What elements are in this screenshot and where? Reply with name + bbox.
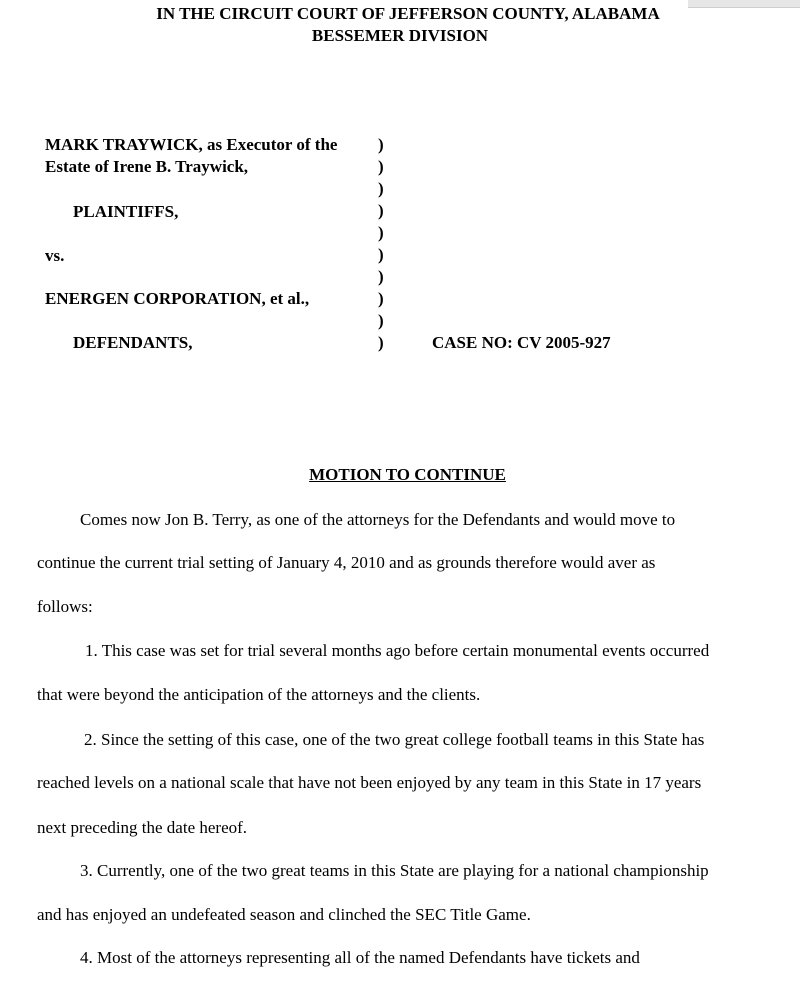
- body-line: 3. Currently, one of the two great teams in this State are playing for a national championship: [80, 861, 709, 880]
- court-name: IN THE CIRCUIT COURT OF JEFFERSON COUNTY, ALABAMA: [156, 4, 660, 23]
- caption-bracket: ): [378, 135, 384, 154]
- court-division: BESSEMER DIVISION: [311, 26, 489, 45]
- body-line: follows:: [37, 597, 93, 616]
- body-line: Comes now Jon B. Terry, as one of the attorneys for the Defendants and would move to: [80, 510, 676, 529]
- plaintiffs-label: PLAINTIFFS,: [73, 202, 179, 221]
- versus-label: vs.: [45, 246, 65, 265]
- caption-bracket: ): [378, 157, 384, 176]
- caption-bracket: ): [378, 333, 384, 352]
- caption-bracket: ): [378, 267, 384, 286]
- caption-bracket: ): [378, 245, 384, 264]
- body-line: 4. Most of the attorneys representing all of the named Defendants have tickets and: [80, 948, 640, 967]
- caption-bracket: ): [378, 179, 384, 198]
- caption-bracket: ): [378, 289, 384, 308]
- body-line: next preceding the date hereof.: [37, 818, 248, 837]
- body-line: 1. This case was set for trial several months ago before certain monumental events occurred: [85, 641, 710, 660]
- defendants-label: DEFENDANTS,: [73, 333, 193, 352]
- defendant-name: ENERGEN CORPORATION, et al.,: [45, 289, 310, 308]
- body-line: continue the current trial setting of January 4, 2010 and as grounds therefore would aver as: [37, 553, 656, 572]
- plaintiff-name: MARK TRAYWICK, as Executor of the: [45, 135, 338, 154]
- body-line: reached levels on a national scale that have not been enjoyed by any team in this State in 17 years: [37, 773, 702, 792]
- caption-bracket: ): [378, 201, 384, 220]
- plaintiff-estate: Estate of Irene B. Traywick,: [45, 157, 249, 176]
- caption-bracket: ): [378, 223, 384, 242]
- motion-title: MOTION TO CONTINUE: [309, 465, 506, 484]
- body-line: and has enjoyed an undefeated season and clinched the SEC Title Game.: [37, 905, 531, 924]
- caption-bracket: ): [378, 311, 384, 330]
- body-line: 2. Since the setting of this case, one of the two great college football teams in this State has: [84, 730, 705, 749]
- case-number: CASE NO: CV 2005-927: [432, 333, 611, 352]
- body-line: that were beyond the anticipation of the attorneys and the clients.: [37, 685, 481, 704]
